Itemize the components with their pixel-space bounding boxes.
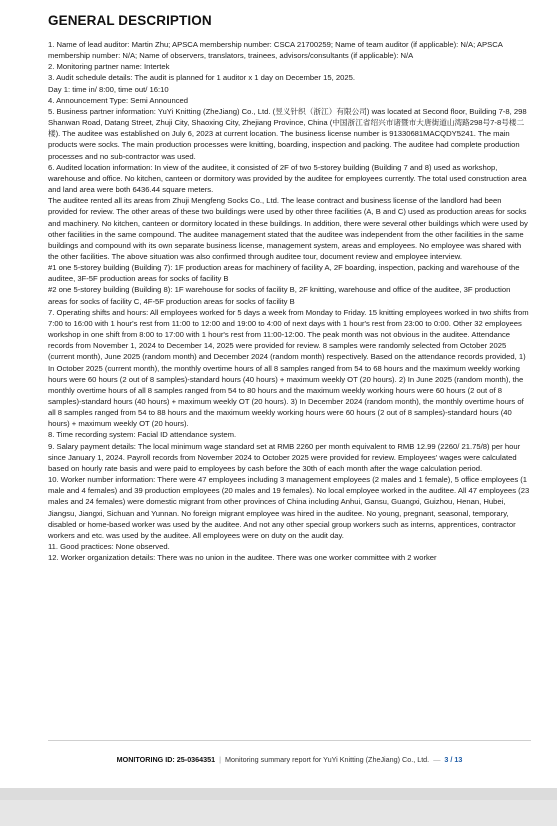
paragraph: 12. Worker organization details: There was no union in the auditee. There was one worker committee with 2 worker [48, 553, 437, 563]
paragraph: 9. Salary payment details: The local minimum wage standard set at RMB 2260 per month equivalent to RMB 12.99 (2260/ 21.75/8) per hour since January 1, 2024. Payroll records from November 2024 to October 2025 were provided for review. Employees' wages were calculated based on hourly rate basis and were paid to employees by cash before the 30th of each month after the wage calculation period. [48, 441, 521, 473]
paragraph: 2. Monitoring partner name: Intertek [48, 62, 170, 72]
paragraph: Day 1: time in/ 8:00, time out/ 16:10 [48, 84, 169, 94]
paragraph: 3. Audit schedule details: The audit is planned for 1 auditor x 1 day on December 15, 2025. [48, 73, 355, 83]
monitoring-id: MONITORING ID: 25-0364351 [116, 755, 216, 764]
paragraph: 4. Announcement Type: Semi Announced [48, 95, 189, 105]
paragraph: #1 one 5-storey building (Building 7): 1F production areas for machinery of facility A, 2F boarding, inspection, packing and warehouse of the auditee, 3F-5F production areas for socks of facility B [48, 263, 520, 284]
paragraph: 5. Business partner information: YuYi Knitting (ZheJiang) Co., Ltd. (昱义针织（浙江）有限公司) was located at Second floor, Building 7-8, 298 Shanwan Road, Datang Street, Zhuji City, Shaoxing City, Zhejiang Province, China (中国浙江省绍兴市诸暨市大唐街道山湾路298号7-8号楼二楼). The auditee was established on July 6, 2023 at current location. The business license number is 91330681MACQDY5241. The main products were socks. The main production processes were knitting, boarding, inspection and packing. The auditee had complete production processes and no sub-contractor was used. [48, 106, 527, 161]
paragraph: 10. Worker number information: There were 47 employees including 3 management employees (2 males and 1 female), 5 office employees (1 male and 4 females) and 39 production employees (20 males and 19 females). No local employee worked in the auditee. All 47 employees (23 males and 24 females) were domestic migrant from other provinces of China including Anhui, Gansu, Guangxi, Guizhou, Henan, Hubei, Jiangsu, Jiangxi, Sichuan and Yunnan. No foreign migrant employee was hired in the auditee. No young, pregnant, seasonal, temporary, disabled or home-based worker was used by the auditee. And not any other special group workers such as interns, apprentices, contractor workers and etc. was used by the auditee. All employees were on duty on the audit day. [48, 475, 530, 540]
footer-separator: | [219, 755, 222, 764]
page-gap [0, 788, 557, 800]
paragraph: 11. Good practices: None observed. [48, 542, 170, 552]
page-footer [48, 740, 531, 764]
paragraph: 7. Operating shifts and hours: All employees worked for 5 days a week from Monday to Friday. 15 knitting employees worked in two shifts from 7:00 to 16:00 with 1 hour's rest from 11:00 to 12:00 and 19:00 to 4:00 of next days with 1 hour's rest from 23:00 to 0:00. Other 32 employees workshop in one shift from 8:00 to 17:00 with 1 hour's rest from 11:00-12:00. The peak month was not obvious in the auditee. Attendance records from November 1, 2024 to December 14, 2025 were provided for review. 8 samples were randomly selected from October 2025 (current month), June 2025 (random month) and December 2024 (random month) respectively. Based on the attendance records provided, 1) In October 2025 (current month), the monthly overtime hours of all 8 samples ranged from 54 to 68 hours and the maximum weekly working hours were 60 hours (2 out of 8 samples)-standard hours (40 hours) + maximum weekly OT (20 hours). 2) In June 2025 (random month), the monthly overtime hours of all 8 samples ranged from 54 to 80 hours and the maximum weekly working hours were 60 hours (2 out of 8 samples)-standard hours (40 hours) + maximum weekly OT (20 hours). 3) In December 2024 (random month), the monthly overtime hours of all 8 samples ranged from 54 to 88 hours and the maximum weekly working hours were 60 hours (2 out of 8 samples)-standard hours (40 hours) + maximum weekly OT (20 hours). [48, 307, 529, 429]
paragraph: 6. Audited location information: In view of the auditee, it consisted of 2F of two 5-storey building (Building 7 and 8) used as workshop, warehouse and office. No kitchen, canteen or dormitory was provided by the auditee for employees currently. The total used construction area and land area were both 6436.44 square meters. [48, 162, 527, 195]
description-body [48, 39, 531, 563]
paragraph: 8. Time recording system: Facial ID attendance system. [48, 430, 237, 440]
paragraph: #2 one 5-storey building (Building 8): 1F warehouse for socks of facility B, 2F knitting, warehouse and office of the auditee, 3F production areas for socks of facility C, 4F-5F production areas for socks of facility B [48, 285, 511, 306]
footer-dash: — [433, 755, 441, 764]
report-title: Monitoring summary report for YuYi Knitting (ZheJiang) Co., Ltd. [225, 755, 430, 764]
paragraph: 1. Name of lead auditor: Martin Zhu; APSCA membership number: CSCA 21700259; Name of team auditor (if applicable): N/A; APSCA membership number: N/A; Name of observers, translators, trainees, advisors/consultants (if applicable): N/A [48, 40, 503, 61]
paragraph: The auditee rented all its areas from Zhuji Mengfeng Socks Co., Ltd. The lease contract and business license of the landlord had been provided for review. The other areas of these two buildings were used by other three facilities (A, B and C) used as production areas for socks and machinery. No kitchen, canteen or dormitory located in these buildings. In addition, there were several other buildings which were used by other facilities in the same compound. The auditee management stated that the auditee was independent from the other facilities in the same buildings and compound with its own separate business license, management system, areas and employees. No employee was shared with the other facilities. The above situation was also confirmed through auditee tour, document review and employee interview. [48, 196, 528, 261]
section-heading: GENERAL DESCRIPTION [48, 13, 212, 28]
page-number: 3 / 13 [444, 755, 463, 764]
